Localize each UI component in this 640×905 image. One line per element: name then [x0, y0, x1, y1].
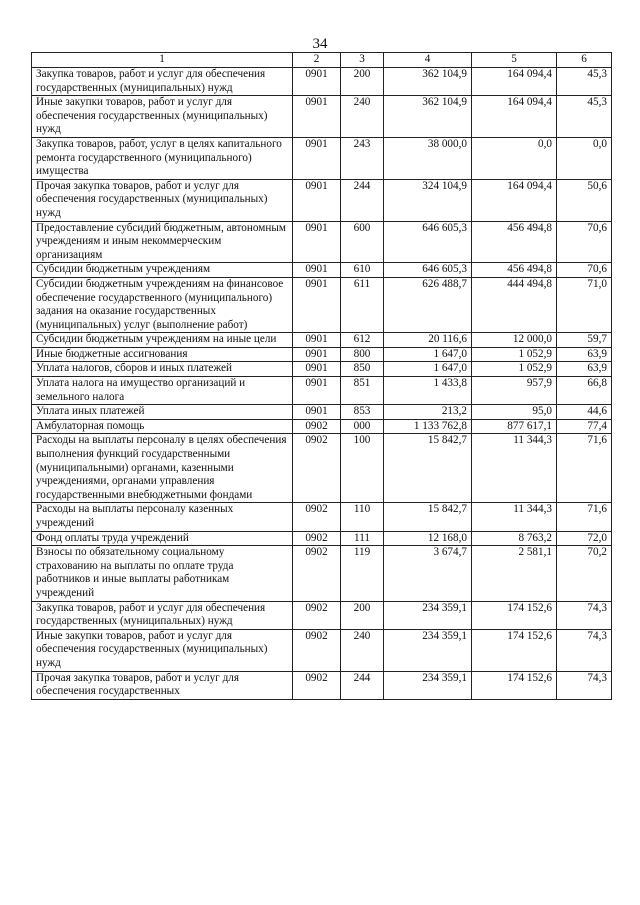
table-row: [32, 179, 612, 221]
row-name-cell: Расходы на выплаты персоналу в целях обеспечения выполнения функций государственными (муниципальными) органами, казенными учреждениями, органами управления государственными внебюджетными фондами: [32, 434, 293, 503]
row-plan-cell: 3 674,7: [384, 546, 472, 601]
row-section-cell: 0901: [293, 137, 341, 179]
table-row: [32, 419, 612, 434]
row-fact-cell: 444 494,8: [472, 277, 557, 332]
row-fact-cell: 164 094,4: [472, 68, 557, 96]
row-section-cell: 0902: [293, 546, 341, 601]
row-section-cell: 0902: [293, 434, 341, 503]
row-name-cell: Прочая закупка товаров, работ и услуг для обеспечения государственных (муниципальных) нужд: [32, 179, 293, 221]
row-fact-cell: 456 494,8: [472, 221, 557, 263]
table-row: [32, 333, 612, 348]
column-header: 6: [557, 53, 612, 68]
row-section-cell: 0902: [293, 503, 341, 531]
row-plan-cell: 646 605,3: [384, 263, 472, 278]
row-percent-cell: 63,9: [557, 362, 612, 377]
row-section-cell: 0902: [293, 531, 341, 546]
row-name-cell: Закупка товаров, работ и услуг для обеспечения государственных (муниципальных) нужд: [32, 68, 293, 96]
row-percent-cell: 44,6: [557, 405, 612, 420]
row-fact-cell: 95,0: [472, 405, 557, 420]
table-row: [32, 221, 612, 263]
row-fact-cell: 2 581,1: [472, 546, 557, 601]
row-name-cell: Закупка товаров, работ, услуг в целях капитального ремонта государственного (муниципального) имущества: [32, 137, 293, 179]
row-section-cell: 0901: [293, 179, 341, 221]
row-plan-cell: 213,2: [384, 405, 472, 420]
column-header: 2: [293, 53, 341, 68]
row-fact-cell: 174 152,6: [472, 601, 557, 629]
table-row: [32, 137, 612, 179]
row-plan-cell: 1 133 762,8: [384, 419, 472, 434]
row-plan-cell: 15 842,7: [384, 434, 472, 503]
row-plan-cell: 646 605,3: [384, 221, 472, 263]
row-expense-type-cell: 244: [341, 179, 384, 221]
row-expense-type-cell: 800: [341, 347, 384, 362]
row-percent-cell: 59,7: [557, 333, 612, 348]
row-section-cell: 0901: [293, 96, 341, 138]
row-percent-cell: 74,3: [557, 601, 612, 629]
row-fact-cell: 0,0: [472, 137, 557, 179]
row-expense-type-cell: 110: [341, 503, 384, 531]
row-percent-cell: 66,8: [557, 377, 612, 405]
row-name-cell: Взносы по обязательному социальному страхованию на выплаты по оплате труда работников и иные выплаты работникам учреждений: [32, 546, 293, 601]
row-expense-type-cell: 244: [341, 671, 384, 699]
row-name-cell: Закупка товаров, работ и услуг для обеспечения государственных (муниципальных) нужд: [32, 601, 293, 629]
row-section-cell: 0902: [293, 419, 341, 434]
table-row: [32, 362, 612, 377]
row-section-cell: 0902: [293, 671, 341, 699]
table-header-row: [32, 53, 612, 68]
table-body: [32, 68, 612, 700]
table-row: [32, 96, 612, 138]
row-fact-cell: 174 152,6: [472, 629, 557, 671]
table-row: [32, 68, 612, 96]
table-row: [32, 671, 612, 699]
row-plan-cell: 234 359,1: [384, 629, 472, 671]
row-percent-cell: 72,0: [557, 531, 612, 546]
column-header: 4: [384, 53, 472, 68]
table-row: [32, 405, 612, 420]
row-percent-cell: 45,3: [557, 68, 612, 96]
row-name-cell: Расходы на выплаты персоналу казенных учреждений: [32, 503, 293, 531]
row-section-cell: 0901: [293, 405, 341, 420]
row-name-cell: Субсидии бюджетным учреждениям: [32, 263, 293, 278]
row-name-cell: Предоставление субсидий бюджетным, автономным учреждениям и иным некоммерческим организациям: [32, 221, 293, 263]
row-fact-cell: 957,9: [472, 377, 557, 405]
row-percent-cell: 0,0: [557, 137, 612, 179]
row-expense-type-cell: 853: [341, 405, 384, 420]
row-percent-cell: 77,4: [557, 419, 612, 434]
row-plan-cell: 362 104,9: [384, 96, 472, 138]
row-percent-cell: 74,3: [557, 629, 612, 671]
table-row: [32, 531, 612, 546]
row-plan-cell: 12 168,0: [384, 531, 472, 546]
row-section-cell: 0902: [293, 601, 341, 629]
row-plan-cell: 15 842,7: [384, 503, 472, 531]
row-expense-type-cell: 100: [341, 434, 384, 503]
row-name-cell: Уплата налогов, сборов и иных платежей: [32, 362, 293, 377]
row-expense-type-cell: 851: [341, 377, 384, 405]
row-percent-cell: 71,6: [557, 503, 612, 531]
row-fact-cell: 12 000,0: [472, 333, 557, 348]
row-name-cell: Уплата иных платежей: [32, 405, 293, 420]
row-fact-cell: 164 094,4: [472, 179, 557, 221]
row-expense-type-cell: 240: [341, 96, 384, 138]
row-plan-cell: 1 647,0: [384, 347, 472, 362]
row-percent-cell: 50,6: [557, 179, 612, 221]
row-name-cell: Субсидии бюджетным учреждениям на иные цели: [32, 333, 293, 348]
row-name-cell: Уплата налога на имущество организаций и земельного налога: [32, 377, 293, 405]
row-name-cell: Иные бюджетные ассигнования: [32, 347, 293, 362]
table-row: [32, 377, 612, 405]
row-percent-cell: 71,6: [557, 434, 612, 503]
row-fact-cell: 11 344,3: [472, 434, 557, 503]
row-fact-cell: 11 344,3: [472, 503, 557, 531]
table-row: [32, 629, 612, 671]
table-row: [32, 601, 612, 629]
table-row: [32, 263, 612, 278]
row-fact-cell: 8 763,2: [472, 531, 557, 546]
row-plan-cell: 1 647,0: [384, 362, 472, 377]
row-percent-cell: 74,3: [557, 671, 612, 699]
row-plan-cell: 234 359,1: [384, 671, 472, 699]
row-name-cell: Прочая закупка товаров, работ и услуг для обеспечения государственных: [32, 671, 293, 699]
page-number: 34: [312, 36, 328, 52]
row-plan-cell: 38 000,0: [384, 137, 472, 179]
column-header: 3: [341, 53, 384, 68]
row-plan-cell: 324 104,9: [384, 179, 472, 221]
row-expense-type-cell: 243: [341, 137, 384, 179]
row-name-cell: Амбулаторная помощь: [32, 419, 293, 434]
table-row: [32, 347, 612, 362]
budget-table: [31, 52, 612, 700]
row-name-cell: Иные закупки товаров, работ и услуг для обеспечения государственных (муниципальных) нужд: [32, 96, 293, 138]
row-plan-cell: 20 116,6: [384, 333, 472, 348]
row-name-cell: Иные закупки товаров, работ и услуг для обеспечения государственных (муниципальных) нужд: [32, 629, 293, 671]
row-fact-cell: 877 617,1: [472, 419, 557, 434]
row-expense-type-cell: 111: [341, 531, 384, 546]
row-section-cell: 0901: [293, 377, 341, 405]
row-percent-cell: 63,9: [557, 347, 612, 362]
row-plan-cell: 1 433,8: [384, 377, 472, 405]
row-fact-cell: 164 094,4: [472, 96, 557, 138]
column-header: 1: [32, 53, 293, 68]
row-expense-type-cell: 611: [341, 277, 384, 332]
row-percent-cell: 70,2: [557, 546, 612, 601]
row-section-cell: 0901: [293, 263, 341, 278]
row-percent-cell: 70,6: [557, 221, 612, 263]
row-expense-type-cell: 600: [341, 221, 384, 263]
row-section-cell: 0901: [293, 333, 341, 348]
row-expense-type-cell: 000: [341, 419, 384, 434]
row-expense-type-cell: 612: [341, 333, 384, 348]
row-percent-cell: 45,3: [557, 96, 612, 138]
row-fact-cell: 456 494,8: [472, 263, 557, 278]
row-name-cell: Фонд оплаты труда учреждений: [32, 531, 293, 546]
row-section-cell: 0901: [293, 221, 341, 263]
row-section-cell: 0901: [293, 277, 341, 332]
row-section-cell: 0901: [293, 362, 341, 377]
row-percent-cell: 70,6: [557, 263, 612, 278]
row-expense-type-cell: 240: [341, 629, 384, 671]
table-row: [32, 434, 612, 503]
row-percent-cell: 71,0: [557, 277, 612, 332]
row-section-cell: 0901: [293, 347, 341, 362]
row-plan-cell: 234 359,1: [384, 601, 472, 629]
row-section-cell: 0901: [293, 68, 341, 96]
row-fact-cell: 1 052,9: [472, 362, 557, 377]
table-row: [32, 546, 612, 601]
row-fact-cell: 1 052,9: [472, 347, 557, 362]
row-expense-type-cell: 119: [341, 546, 384, 601]
row-expense-type-cell: 200: [341, 68, 384, 96]
row-plan-cell: 362 104,9: [384, 68, 472, 96]
table-row: [32, 277, 612, 332]
row-section-cell: 0902: [293, 629, 341, 671]
row-name-cell: Субсидии бюджетным учреждениям на финансовое обеспечение государственного (муниципального) задания на оказание государственных (муниципальных) услуг (выполнение работ): [32, 277, 293, 332]
table-row: [32, 503, 612, 531]
row-expense-type-cell: 610: [341, 263, 384, 278]
row-expense-type-cell: 850: [341, 362, 384, 377]
row-plan-cell: 626 488,7: [384, 277, 472, 332]
row-expense-type-cell: 200: [341, 601, 384, 629]
row-fact-cell: 174 152,6: [472, 671, 557, 699]
column-header: 5: [472, 53, 557, 68]
